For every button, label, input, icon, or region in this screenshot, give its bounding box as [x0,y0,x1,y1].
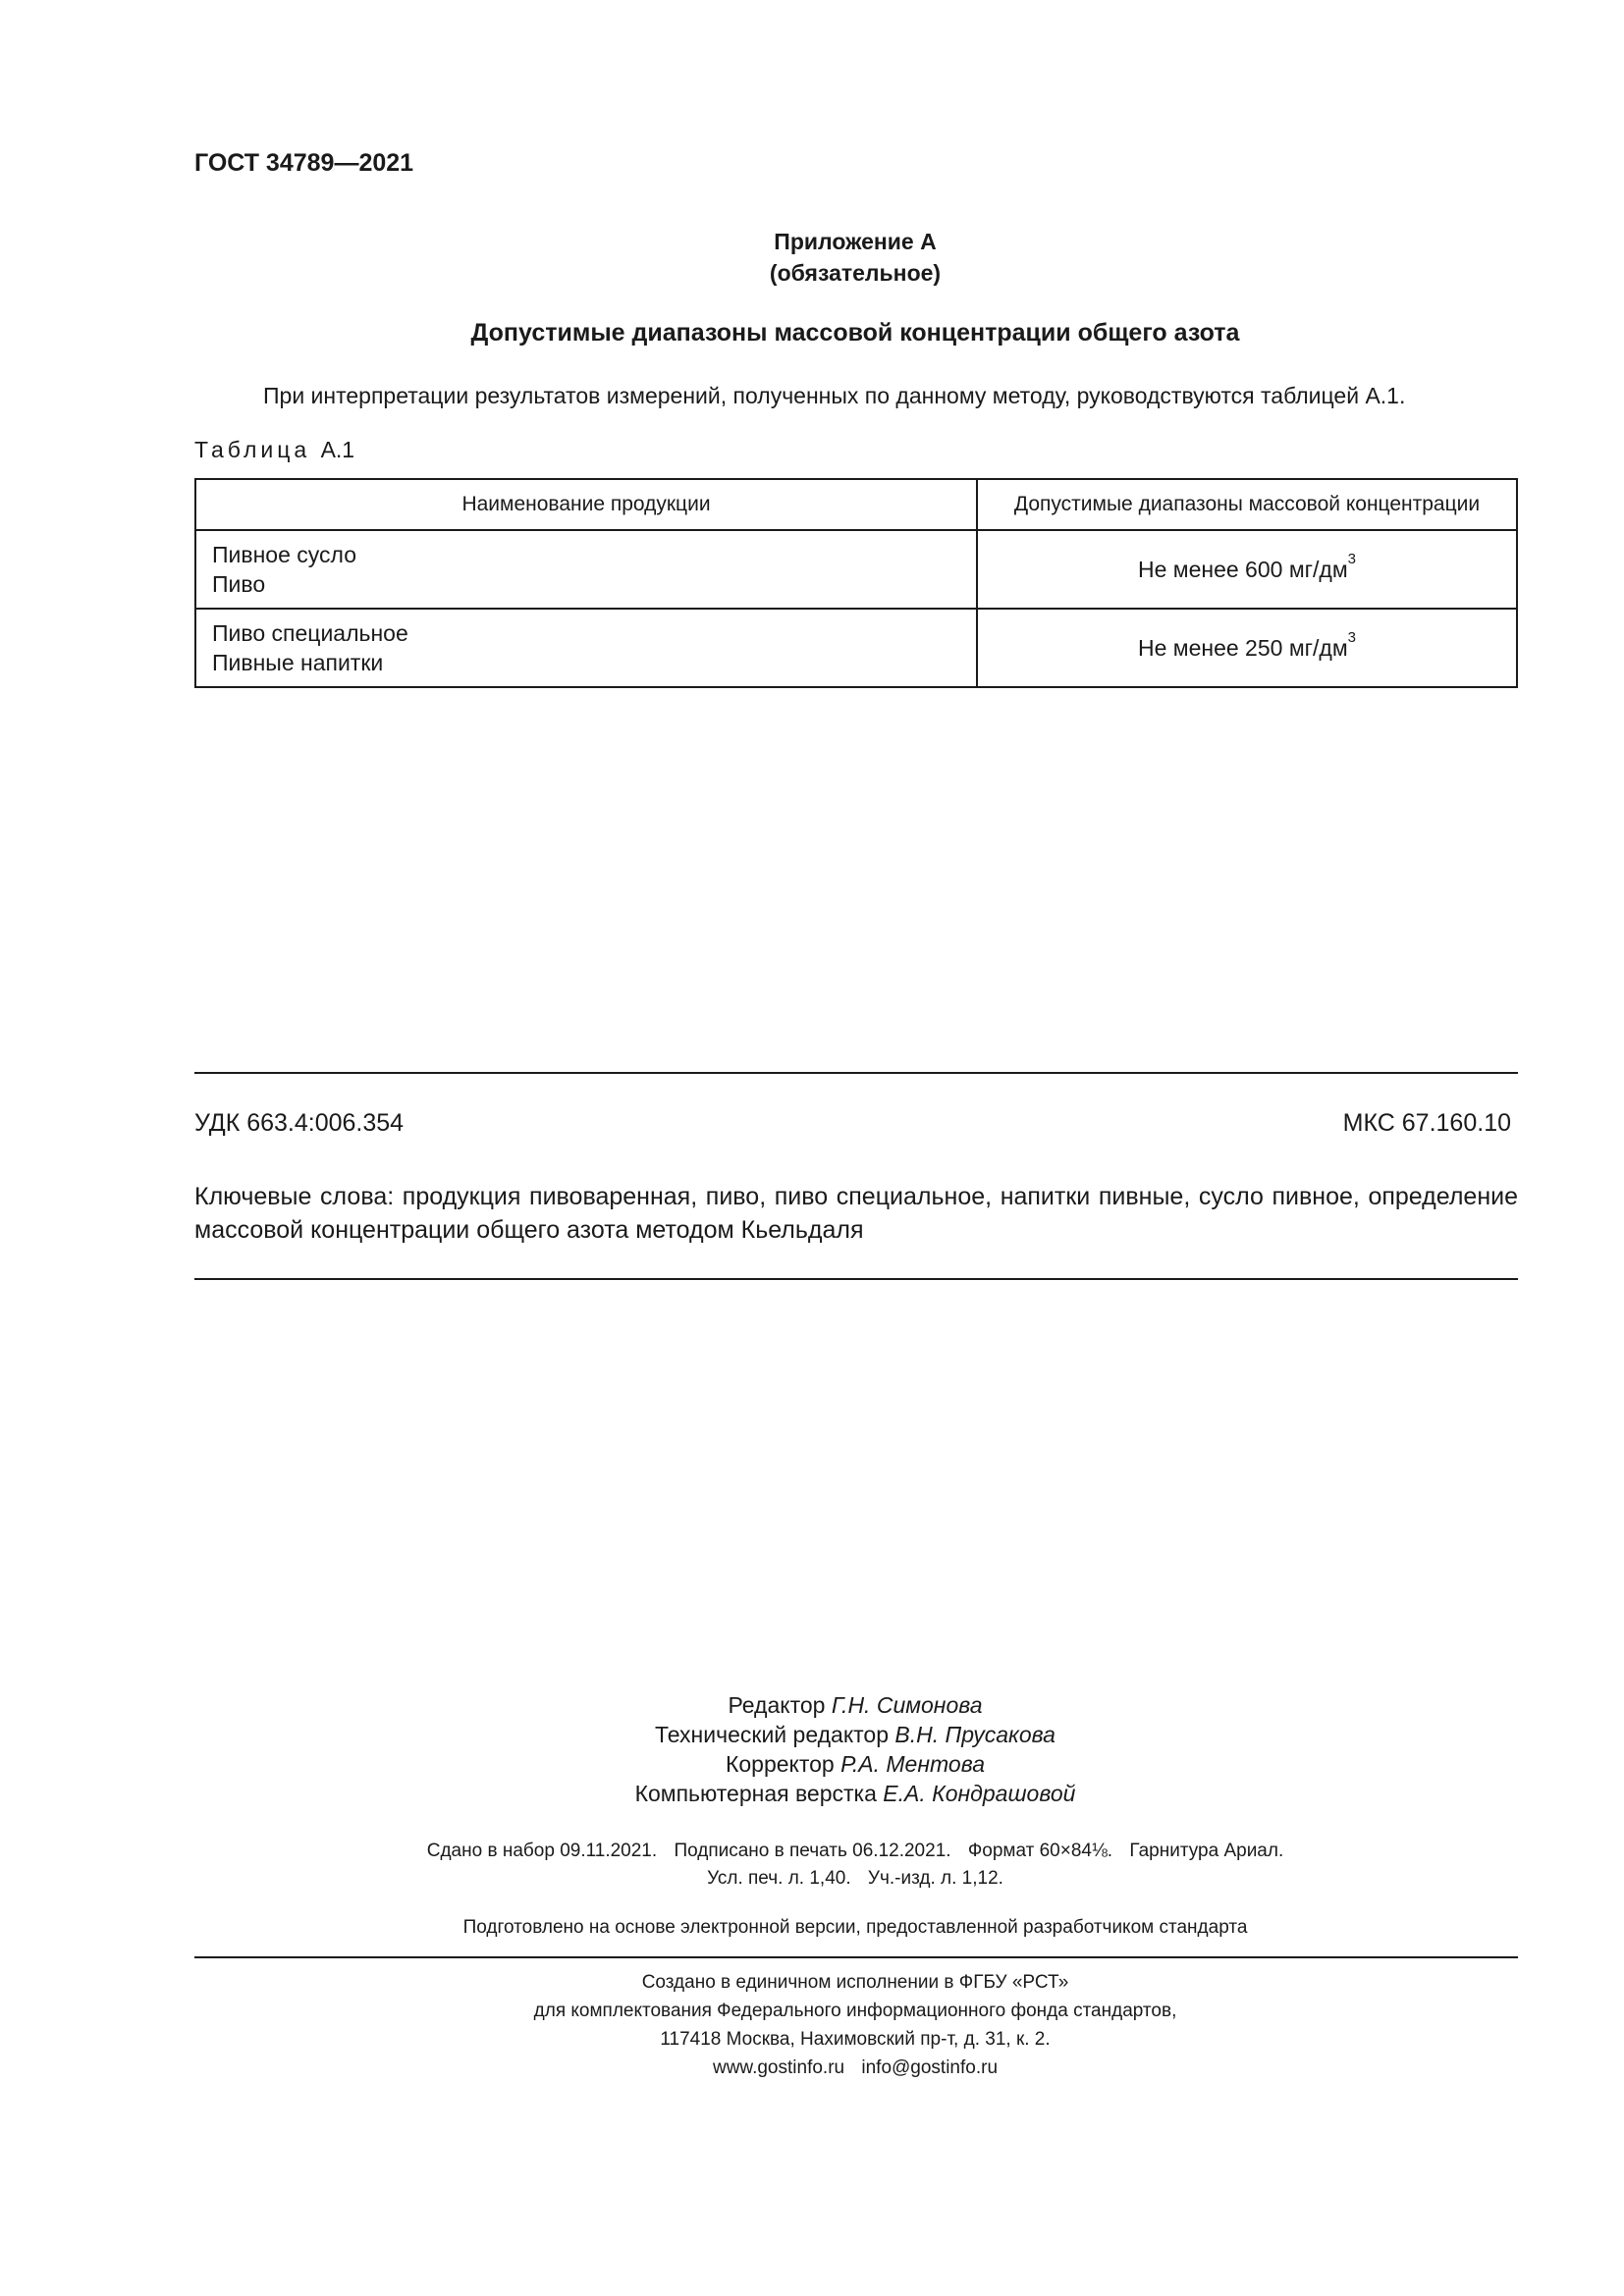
product-name: Пивные напитки [212,650,384,675]
imprint-edition-sheets: Уч.-изд. л. 1,12. [867,1868,1003,1889]
credit-role: Редактор [728,1692,826,1718]
credit-name: Е.А. Кондрашовой [883,1781,1076,1806]
annex-heading [194,226,1516,289]
credit-role: Технический редактор [655,1722,890,1747]
publisher-line: Создано в единичном исполнении в ФГБУ «РСТ» [641,1972,1069,1993]
table-header-concentration: Допустимые диапазоны массовой концентрации [977,479,1517,530]
udc-code: УДК 663.4:006.354 [194,1109,405,1137]
imprint-submitted: Сдано в набор 09.11.2021. [426,1841,658,1861]
credit-line [194,1779,1516,1808]
table-label [194,437,354,463]
product-name: Пивное сусло [212,542,356,567]
credit-role: Компьютерная верстка [634,1781,877,1806]
unit-exponent: 3 [1347,628,1356,646]
table-header-row [195,479,1517,530]
table-cell-products [195,530,977,609]
credit-line [194,1690,1516,1720]
divider-top [194,1072,1518,1074]
email-link[interactable]: info@gostinfo.ru [861,2057,999,2078]
section-title: Допустимые диапазоны массовой концентрации общего азота [470,319,1240,347]
unit-exponent: 3 [1347,550,1356,567]
product-name: Пиво специальное [212,620,408,646]
publisher-line: 117418 Москва, Нахимовский пр-т, д. 31, к. 2. [660,2029,1051,2050]
imprint-typeface: Гарнитура Ариал. [1129,1841,1284,1861]
credit-name: В.Н. Прусакова [894,1722,1056,1747]
table-cell-products [195,609,977,687]
publisher-block [194,1968,1516,2082]
imprint-format: Формат 60×84⅛. [967,1841,1113,1861]
intro-paragraph: При интерпретации результатов измерений, полученных по данному методу, руководствуются таблицей А.1. [263,383,1406,408]
imprint-block [194,1838,1516,1893]
imprint-line [194,1838,1516,1865]
concentration-value: Не менее 250 мг/дм [1137,634,1348,661]
table-cell-concentration [977,530,1517,609]
credit-line [194,1749,1516,1779]
publisher-line: для комплектования Федерального информационного фонда стандартов, [533,2001,1177,2021]
concentration-value: Не менее 600 мг/дм [1137,556,1348,582]
document-id: ГОСТ 34789—2021 [194,149,414,177]
table-number: А.1 [320,437,355,462]
imprint-signed: Подписано в печать 06.12.2021. [674,1841,951,1861]
divider-publisher [194,1956,1518,1958]
nitrogen-range-table [194,478,1518,688]
imprint-print-sheets: Усл. печ. л. 1,40. [707,1868,851,1889]
table-header-product: Наименование продукции [195,479,977,530]
table-cell-concentration [977,609,1517,687]
credit-line [194,1720,1516,1749]
website-link[interactable]: www.gostinfo.ru [712,2057,845,2078]
table-row [195,530,1517,609]
table-row [195,609,1517,687]
credit-name: Г.Н. Симонова [831,1692,983,1718]
annex-status: (обязательное) [769,260,942,286]
credits-block [194,1690,1516,1808]
publisher-contacts [194,2054,1516,2082]
prepared-note: Подготовлено на основе электронной версии, предоставленной разработчиком стандарта [462,1917,1248,1938]
imprint-line [194,1865,1516,1893]
credit-name: Р.А. Ментова [840,1751,985,1777]
divider-keywords [194,1278,1518,1280]
credit-role: Корректор [725,1751,835,1777]
table-label-word: Таблица [194,437,311,462]
product-name: Пиво [212,571,266,597]
keywords-paragraph: Ключевые слова: продукция пивоваренная, пиво, пиво специальное, напитки пивные, сусло пивное, определение массовой концентрации общего азота методом Кьельдаля [194,1183,1518,1244]
annex-title: Приложение А [774,229,937,254]
mks-code: МКС 67.160.10 [1342,1109,1511,1137]
